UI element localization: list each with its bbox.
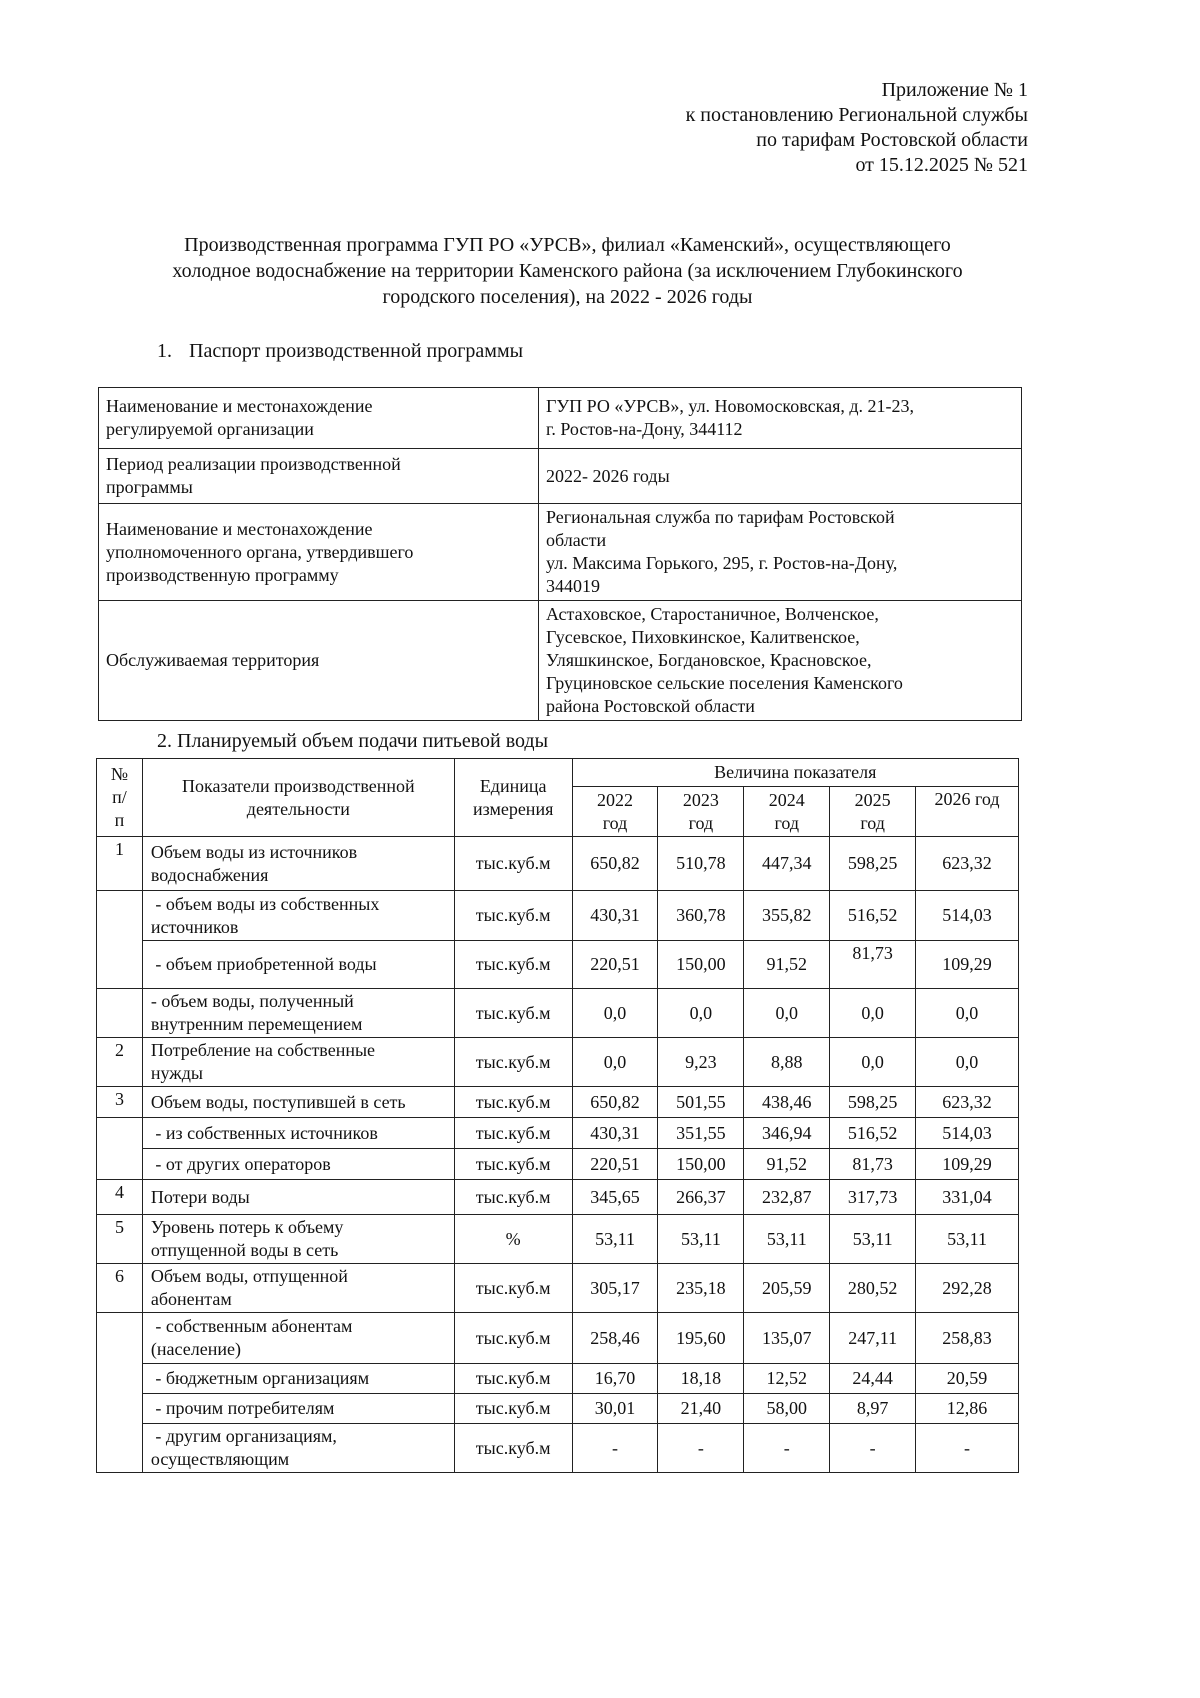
row-value: 0,0 [572, 1038, 658, 1087]
row-number [97, 989, 143, 1038]
header-row [97, 759, 1019, 787]
row-unit: тыс.куб.м [454, 837, 572, 891]
text-line: г. Ростов-на-Дону, 344112 [546, 419, 743, 439]
row-value: 430,31 [572, 891, 658, 941]
text-line: программы [106, 477, 193, 497]
table-row [97, 1394, 1019, 1424]
text-line: Уровень потерь к объему [150, 1217, 344, 1237]
volume-table [96, 758, 1019, 1473]
row-value: 0,0 [916, 989, 1019, 1038]
text-line: Груциновское сельские поселения Каменского [546, 673, 903, 693]
text-line: - из собственных источников [150, 1122, 378, 1143]
row-value: 501,55 [658, 1087, 744, 1118]
row-indicator [142, 941, 454, 989]
text-line: - объем приобретенной воды [150, 954, 377, 974]
text-line: регулируемой организации [106, 419, 314, 439]
text-line: - прочим потребителям [150, 1398, 335, 1418]
row-value: - [658, 1424, 744, 1473]
text-line: уполномоченного органа, утвердившего [106, 541, 414, 562]
row-unit: % [454, 1215, 572, 1264]
table-row [97, 837, 1019, 891]
table-row [97, 891, 1019, 941]
row-unit: тыс.куб.м [454, 891, 572, 941]
passport-row [99, 601, 1022, 721]
row-value: 205,59 [744, 1264, 830, 1313]
row-indicator [142, 1313, 454, 1364]
table-row [97, 1180, 1019, 1215]
row-value: 623,32 [916, 1087, 1019, 1118]
approval-line: по тарифам Ростовской области [756, 129, 1028, 151]
table-row [97, 1364, 1019, 1394]
passport-value [539, 601, 1022, 721]
row-value: 623,32 [916, 837, 1019, 891]
text-line: - собственным абонентам [150, 1316, 353, 1336]
table-row [97, 1215, 1019, 1264]
row-number: 3 [97, 1087, 143, 1118]
text-line: (население) [150, 1339, 241, 1359]
row-value: 292,28 [916, 1264, 1019, 1313]
text-line: Наименование и местонахождение [106, 396, 373, 416]
header-year [658, 787, 744, 837]
row-value: 0,0 [658, 989, 744, 1038]
table-row [97, 1264, 1019, 1313]
text-line: ГУП РО «УРСВ», ул. Новомосковская, д. 21-23, [546, 396, 915, 416]
row-number [97, 1313, 143, 1364]
text-line: Региональная служба по тарифам Ростовской [546, 507, 895, 527]
row-value: 16,70 [572, 1364, 658, 1394]
approval-line: от 15.12.2025 № 521 [855, 154, 1028, 176]
section1-title: Паспорт производственной программы [189, 340, 524, 362]
row-number: 1 [97, 837, 143, 891]
text-line: п/ [112, 787, 127, 807]
row-value: - [744, 1424, 830, 1473]
text-line: измерения [472, 798, 554, 819]
text-line: - от других операторов [150, 1153, 331, 1174]
passport-label [99, 449, 539, 504]
title-line: холодное водоснабжение на территории Каменского района (за исключением Глубокинского [172, 260, 963, 282]
row-unit: тыс.куб.м [454, 1364, 572, 1394]
text-line: внутренним перемещением [150, 1014, 363, 1034]
text-line: Наименование и местонахождение [106, 518, 373, 539]
row-value: 235,18 [658, 1264, 744, 1313]
text-line: 2023 [682, 789, 719, 810]
row-indicator [142, 989, 454, 1038]
row-value: 58,00 [744, 1394, 830, 1424]
text-line: 344019 [546, 576, 600, 596]
row-value: 8,97 [830, 1394, 916, 1424]
text-line: осуществляющим [150, 1449, 290, 1469]
row-value: 430,31 [572, 1118, 658, 1149]
row-value: 247,11 [830, 1313, 916, 1364]
section2-heading: 2. Планируемый объем подачи питьевой воды [157, 730, 549, 752]
document-title [110, 232, 1025, 310]
row-value: 81,73 [830, 1149, 916, 1180]
text-line: ул. Максима Горького, 295, г. Ростов-на-Дону, [546, 553, 898, 573]
header-value-group: Величина показателя [572, 759, 1018, 787]
row-value: 12,52 [744, 1364, 830, 1394]
row-number [97, 1424, 143, 1473]
row-value: 0,0 [830, 989, 916, 1038]
text-line: Единица [479, 775, 547, 796]
text-line: Объем воды, отпущенной [150, 1266, 348, 1286]
row-number: 5 [97, 1215, 143, 1264]
passport-value [539, 388, 1022, 449]
row-value: 650,82 [572, 837, 658, 891]
row-value: 232,87 [744, 1180, 830, 1215]
row-number [97, 891, 143, 941]
row-unit: тыс.куб.м [454, 941, 572, 989]
text-line: год [688, 812, 714, 833]
row-indicator [142, 1087, 454, 1118]
header-unit [454, 759, 572, 837]
row-value: 438,46 [744, 1087, 830, 1118]
text-line: Астаховское, Старостаничное, Волченское, [546, 604, 879, 624]
passport-row [99, 504, 1022, 601]
row-unit: тыс.куб.м [454, 1313, 572, 1364]
passport-table [98, 387, 1022, 721]
text-line: области [546, 530, 607, 550]
row-value: 195,60 [658, 1313, 744, 1364]
text-line: отпущенной воды в сеть [150, 1240, 339, 1260]
row-value: 18,18 [658, 1364, 744, 1394]
row-value: 8,88 [744, 1038, 830, 1087]
row-indicator [142, 1424, 454, 1473]
passport-value [539, 504, 1022, 601]
table-row [97, 941, 1019, 989]
text-line: Объем воды из источников [150, 841, 358, 862]
text-line: - бюджетным организациям [150, 1368, 370, 1388]
text-line: Период реализации производственной [106, 454, 401, 474]
text-line: 2022 [597, 789, 634, 810]
text-line: водоснабжения [150, 864, 269, 885]
text-line: № [110, 764, 129, 784]
text-line: Обслуживаемая территория [106, 650, 320, 670]
row-value: 514,03 [916, 1118, 1019, 1149]
row-value: 331,04 [916, 1180, 1019, 1215]
row-value: - [830, 1424, 916, 1473]
row-value: 510,78 [658, 837, 744, 891]
row-value: 447,34 [744, 837, 830, 891]
row-value: 516,52 [830, 1118, 916, 1149]
text-line: п [114, 810, 125, 830]
text-line: Потребление на собственные [150, 1040, 376, 1060]
row-unit: тыс.куб.м [454, 1038, 572, 1087]
approval-line: к постановлению Региональной службы [685, 104, 1028, 126]
passport-label [99, 504, 539, 601]
text-line: год [602, 812, 628, 833]
row-value: 346,94 [744, 1118, 830, 1149]
row-number [97, 1364, 143, 1394]
row-value: 355,82 [744, 891, 830, 941]
text-line: 2022- 2026 годы [546, 465, 670, 486]
text-line: Уляшкинское, Богдановское, Красновское, [546, 650, 872, 670]
row-value: 91,52 [744, 941, 830, 989]
row-value: 53,11 [830, 1215, 916, 1264]
title-line: Производственная программа ГУП РО «УРСВ», филиал «Каменский», осуществляющего [184, 234, 951, 256]
volume-table-body [97, 837, 1019, 1473]
row-value: 0,0 [572, 989, 658, 1038]
row-unit: тыс.куб.м [454, 1424, 572, 1473]
row-value: 81,73 [830, 941, 916, 989]
passport-row [99, 449, 1022, 504]
approval-block [508, 78, 1028, 178]
row-value: 258,83 [916, 1313, 1019, 1364]
row-value: 53,11 [744, 1215, 830, 1264]
header-year [916, 787, 1019, 837]
row-value: 0,0 [744, 989, 830, 1038]
text-line: нужды [150, 1063, 203, 1083]
text-line: деятельности [246, 798, 350, 819]
text-line: - объем воды из собственных [150, 893, 380, 914]
passport-label [99, 388, 539, 449]
text-line: Показатели производственной [182, 775, 415, 796]
passport-label [99, 601, 539, 721]
text-line: 2025 [854, 789, 891, 810]
row-indicator [142, 1118, 454, 1149]
row-value: 514,03 [916, 891, 1019, 941]
text-line: Объем воды, поступившей в сеть [150, 1091, 406, 1112]
row-value: - [916, 1424, 1019, 1473]
row-indicator [142, 1180, 454, 1215]
row-value: 360,78 [658, 891, 744, 941]
text-line: абонентам [150, 1289, 232, 1309]
row-value: 150,00 [658, 941, 744, 989]
row-value: 650,82 [572, 1087, 658, 1118]
row-unit: тыс.куб.м [454, 1394, 572, 1424]
row-value: 21,40 [658, 1394, 744, 1424]
header-year [744, 787, 830, 837]
row-value: 516,52 [830, 891, 916, 941]
row-unit: тыс.куб.м [454, 1180, 572, 1215]
text-line: производственную программу [106, 564, 339, 585]
row-number: 4 [97, 1180, 143, 1215]
row-value: 109,29 [916, 1149, 1019, 1180]
title-line: городского поселения), на 2022 - 2026 годы [382, 286, 753, 308]
row-value: 0,0 [830, 1038, 916, 1087]
row-number: 6 [97, 1264, 143, 1313]
section1-heading [157, 339, 523, 363]
row-value: 150,00 [658, 1149, 744, 1180]
row-value: 20,59 [916, 1364, 1019, 1394]
row-value: 305,17 [572, 1264, 658, 1313]
row-indicator [142, 1394, 454, 1424]
table-row [97, 1313, 1019, 1364]
approval-line: Приложение № 1 [881, 79, 1028, 101]
table-row [97, 1087, 1019, 1118]
row-value: 220,51 [572, 941, 658, 989]
text-line: год [860, 812, 885, 833]
row-value: 0,0 [916, 1038, 1019, 1087]
row-value: 220,51 [572, 1149, 658, 1180]
table-row [97, 1038, 1019, 1087]
row-unit: тыс.куб.м [454, 1264, 572, 1313]
row-unit: тыс.куб.м [454, 989, 572, 1038]
text-line: Потери воды [150, 1186, 250, 1207]
section1-number: 1. [157, 340, 172, 362]
row-value: 91,52 [744, 1149, 830, 1180]
row-indicator [142, 1264, 454, 1313]
text-line: - другим организациям, [150, 1426, 337, 1446]
row-number: 2 [97, 1038, 143, 1087]
row-number [97, 1118, 143, 1149]
text-line: 2026 год [934, 789, 1000, 809]
header-indicator [142, 759, 454, 837]
row-indicator [142, 837, 454, 891]
row-indicator [142, 1038, 454, 1087]
row-value: 317,73 [830, 1180, 916, 1215]
row-unit: тыс.куб.м [454, 1087, 572, 1118]
header-year [830, 787, 916, 837]
text-line: района Ростовской области [546, 696, 755, 716]
text-line: 2024 [768, 789, 805, 810]
row-indicator [142, 1149, 454, 1180]
row-value: 266,37 [658, 1180, 744, 1215]
header-num [97, 759, 143, 837]
row-number [97, 941, 143, 989]
row-value: 53,11 [572, 1215, 658, 1264]
table-row [97, 989, 1019, 1038]
row-value: 280,52 [830, 1264, 916, 1313]
row-value: 9,23 [658, 1038, 744, 1087]
row-value: 258,46 [572, 1313, 658, 1364]
row-number [97, 1149, 143, 1180]
table-row [97, 1118, 1019, 1149]
row-unit: тыс.куб.м [454, 1118, 572, 1149]
table-row [97, 1149, 1019, 1180]
row-number [97, 1394, 143, 1424]
table-row [97, 1424, 1019, 1473]
row-value: 53,11 [658, 1215, 744, 1264]
row-value: 30,01 [572, 1394, 658, 1424]
text-line: Гусевское, Пиховкинское, Калитвенское, [546, 627, 860, 647]
row-indicator [142, 891, 454, 941]
row-value: 53,11 [916, 1215, 1019, 1264]
row-value: 598,25 [830, 837, 916, 891]
row-value: 12,86 [916, 1394, 1019, 1424]
row-unit: тыс.куб.м [454, 1149, 572, 1180]
row-value: 24,44 [830, 1364, 916, 1394]
row-value: 345,65 [572, 1180, 658, 1215]
row-value: 135,07 [744, 1313, 830, 1364]
row-indicator [142, 1215, 454, 1264]
text-line: год [774, 812, 800, 833]
passport-row [99, 388, 1022, 449]
row-value: 598,25 [830, 1087, 916, 1118]
row-value: 351,55 [658, 1118, 744, 1149]
row-value: 109,29 [916, 941, 1019, 989]
passport-value [539, 449, 1022, 504]
row-value: - [572, 1424, 658, 1473]
text-line: источников [150, 916, 239, 937]
row-indicator [142, 1364, 454, 1394]
header-year [572, 787, 658, 837]
text-line: - объем воды, полученный [150, 991, 354, 1011]
